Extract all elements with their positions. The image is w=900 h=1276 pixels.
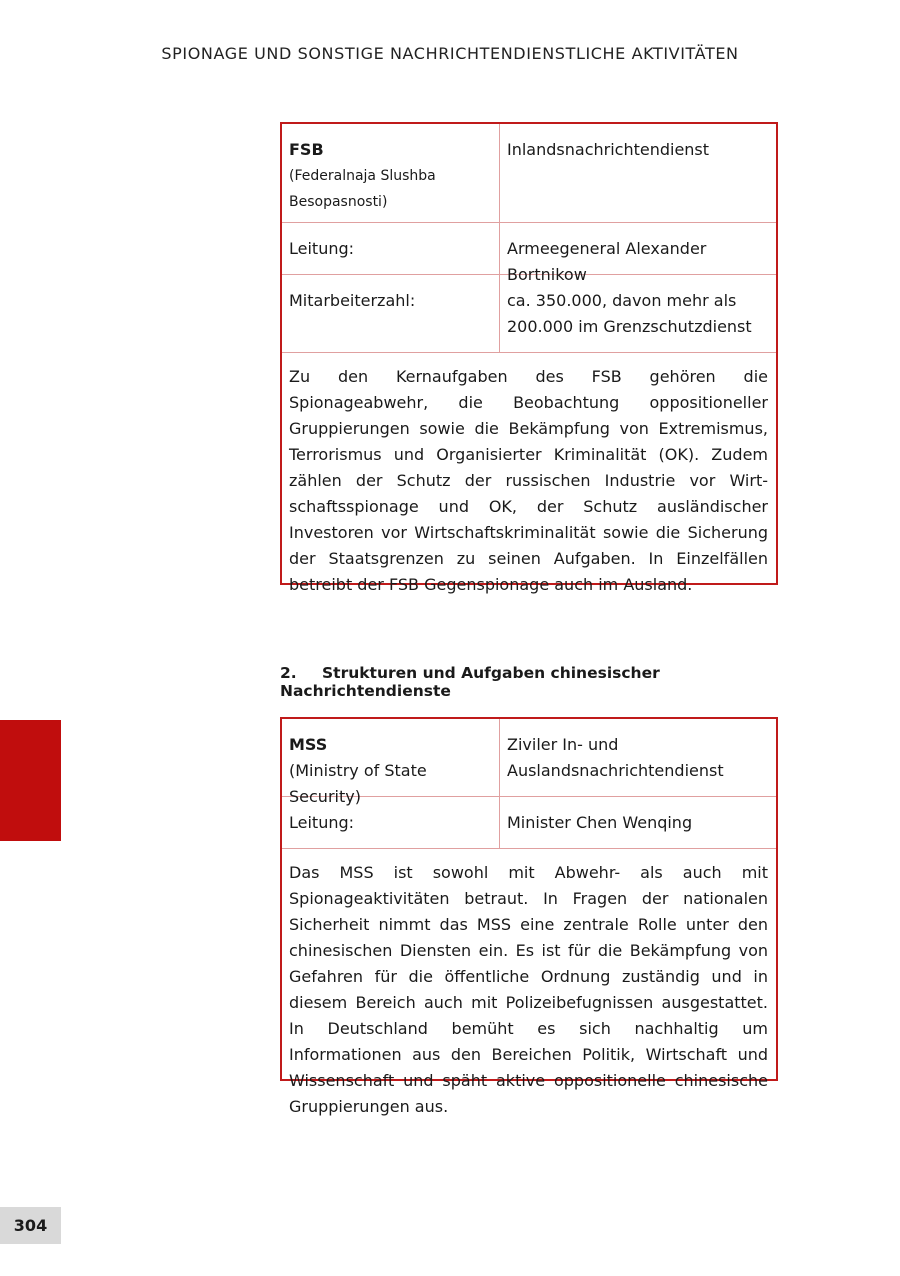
mss-leitung-value: Minister Chen Wenqing (507, 813, 693, 832)
fsb-staff-row (282, 275, 776, 353)
fsb-staff-label: Mitarbeiterzahl: (282, 275, 500, 352)
fsb-leitung-value: Armeegeneral Alexander Bortnikow (507, 239, 707, 284)
fsb-leitung-label: Leitung: (282, 223, 500, 274)
fsb-type: Inlandsnachrichtendienst (507, 140, 710, 159)
mss-type: Ziviler In- und Auslandsnachrichtendienst (507, 735, 724, 780)
mss-description: Das MSS ist sowohl mit Abwehr- als auch mit Spionageaktivitäten betraut. In Fragen der nationalen Sicherheit nimmt das MSS eine zentrale Rolle unter den chinesischen Diensten ein. Es ist für die Bekämpfung von Gefahren für die öffentliche Ordnung zuständig und in diesem Bereich auch mit Polizeibefugnissen ausgestattet. In Deutschland bemüht es sich nachhaltig um Informationen aus den Bereichen Politik, Wirtschaft und Wissenschaft und späht aktive oppositionelle chinesische Gruppierungen aus. (289, 863, 768, 1116)
section-title: Strukturen und Aufgaben chinesischer Nachrichtendienste (280, 664, 660, 700)
mss-info-box (280, 717, 778, 1116)
mss-leitung-label: Leitung: (282, 797, 500, 848)
fsb-name-cell (282, 124, 500, 222)
chapter-side-tab (0, 720, 61, 841)
mss-full-name: (Ministry of State Security) (289, 761, 427, 806)
fsb-leitung-row (282, 223, 776, 284)
mss-name-cell (282, 719, 500, 806)
page-number: 304 (0, 1207, 61, 1244)
section-number: 2. (280, 664, 297, 682)
fsb-staff-value: ca. 350.000, davon mehr als 200.000 im Grenzschutzdienst (507, 291, 752, 336)
mss-leitung-row (282, 797, 776, 849)
section-heading (280, 664, 800, 700)
fsb-full-name: (Federalnaja Slushba Besopasnosti) (289, 168, 436, 210)
mss-name-row (282, 719, 776, 806)
mss-abbreviation: MSS (289, 735, 328, 754)
fsb-description: Zu den Kernaufgaben des FSB gehören die Spionageabwehr, die Beobachtung oppositioneller Gruppierungen sowie die Bekämpfung von Extremismus, Terrorismus und Organisierter Kriminalität (OK). Zudem zählen der Schutz der russischen Industrie vor Wirtschaftsspionage und OK, der Schutz ausländischer Investoren vor Wirtschaftskriminalität sowie die Sicherung der Staatsgrenzen zu seinen Aufgaben. In Einzelfällen betreibt der FSB Gegenspionage auch im Ausland. (289, 367, 768, 594)
fsb-name-row (282, 124, 776, 223)
running-header: SPIONAGE UND SONSTIGE NACHRICHTENDIENSTLICHE AKTIVITÄTEN (161, 44, 739, 63)
fsb-info-box (280, 122, 778, 594)
fsb-abbreviation: FSB (289, 140, 324, 159)
